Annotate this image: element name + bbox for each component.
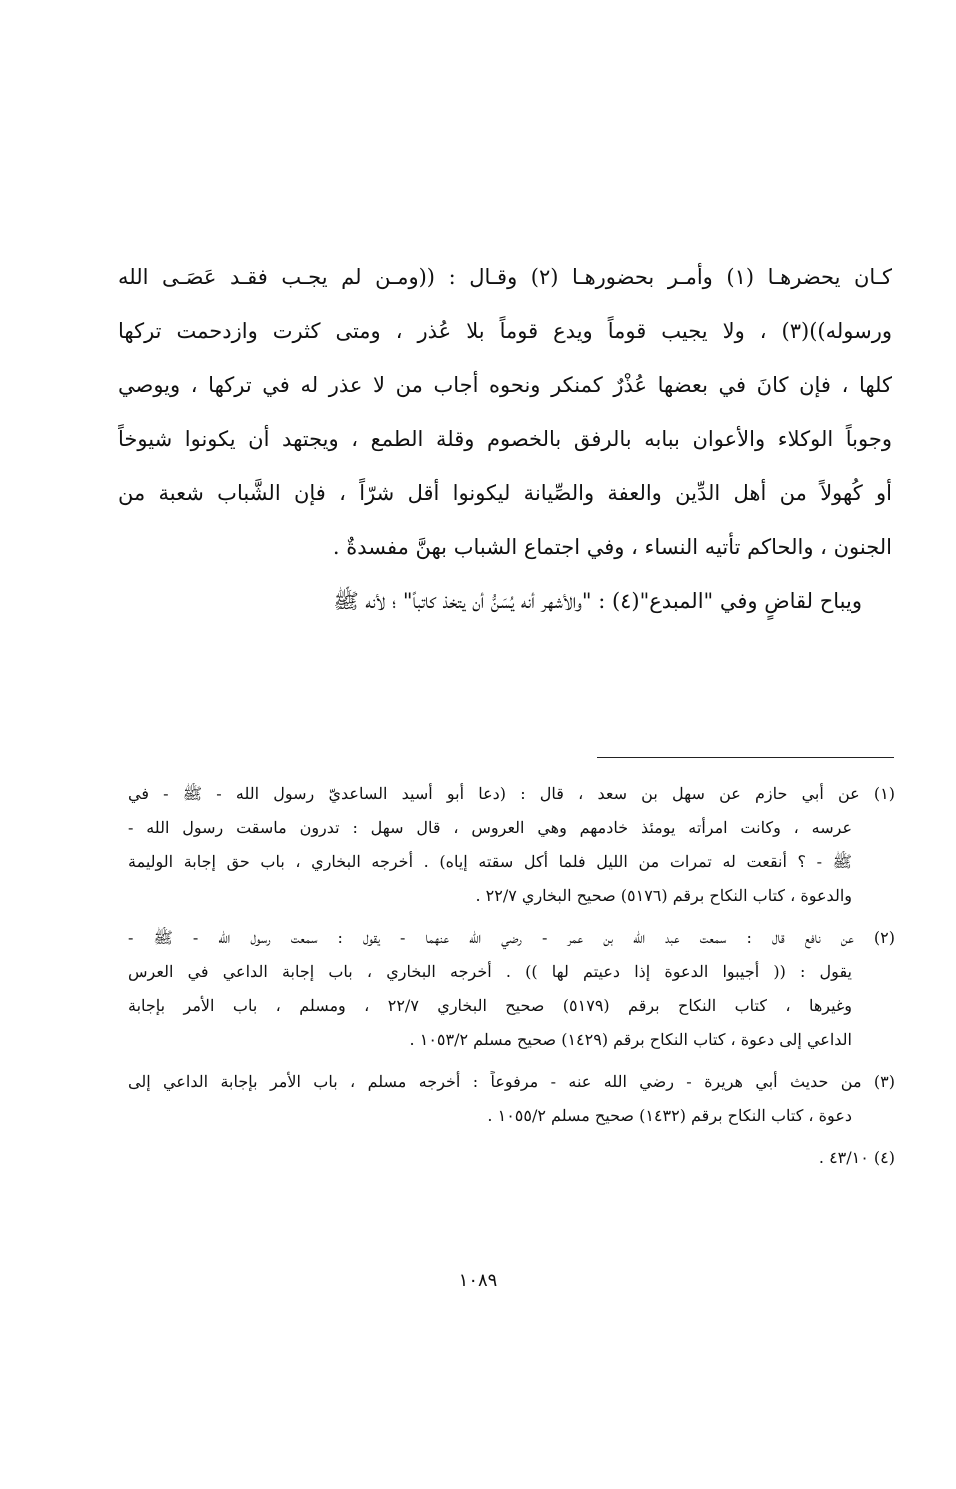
body-line: كلها ، فإن كانَ في بعضها عُذْرٌ كمنكر ونحوه أجاب من لا عذر له في تركها ، ويوصي <box>118 373 892 397</box>
body-line: وجوباً الوكلاء والأعوان ببابه بالرفق بالخصوم وقلة الطمع ، ويجتهد أن يكونوا شيوخاً <box>118 427 892 451</box>
footnote-separator <box>597 757 894 758</box>
footnote-line: يقول : (( أجيبوا الدعوة إذا دعيتم لها )) . أخرجه البخاري ، باب إجابة الداعي في العرس <box>128 962 852 981</box>
footnote-1 <box>128 783 895 919</box>
body-line: الجنون ، والحاكم تأتيه النساء ، وفي اجتماع الشباب بهنَّ مفسدةٌ . <box>332 535 892 559</box>
footnote-3 <box>128 1071 895 1139</box>
footnote-line: عرسه ، وكانت امرأته يومئذ خادمهم وهي العروس ، قال سهل : تدرون ماسقت رسول الله - <box>128 818 852 837</box>
page-number: ١٠٨٩ <box>458 1270 498 1291</box>
body-line: أو كُهولاً من أهل الدِّين والعفة والصِّيانة ليكونوا أقل شرّاً ، فإن الشَّباب شعبة من <box>118 481 892 505</box>
footnote-line: ﷺ - ؟ أنقعت له تمرات من الليل فلما أكل سقته إياه) . أخرجه البخاري ، باب حق إجابة الوليمة <box>128 852 853 871</box>
footnotes <box>128 783 895 1189</box>
body-line: ويباح لقاضٍ وفي "المبدع"(٤) : "والأشهر أنه يُسَنُّ أن يتخذ كاتباً" ؛ لأنه ﷺ <box>333 589 862 613</box>
footnote-line: والدعوة ، كتاب النكاح برقم (٥١٧٦) صحيح البخاري ٢٢/٧ . <box>475 886 852 905</box>
footnote-line: (٤) ٤٣/١٠ . <box>818 1148 895 1167</box>
body-line: كـان يحضرهـا (١) وأمـر بحضورهـا (٢) وقـال : ((ومـن لم يجـب فقـد عَصَـى الله <box>118 265 892 289</box>
footnote-line: (٣) من حديث أبي هريرة - رضي الله عنه - مرفوعاً : أخرجه مسلم ، باب الأمر بإجابة الداعي إلى <box>128 1072 895 1091</box>
body-line: ورسوله))(٣) ، ولا يجيب قوماً ويدع قوماً بلا عُذر ، ومتى كثرت وازدحمت تركها <box>118 319 892 343</box>
footnote-line: (١) عن أبي حازم عن سهل بن سعد ، قال : (دعا أبو أسيد الساعديّ رسول الله - ﷺ - في <box>128 784 895 803</box>
footnote-line: (٢) عن نافع قال : سمعت عبد الله بن عمر - رضي الله عنهما - يقول : سمعت رسول الله - ﷺ - <box>128 928 895 947</box>
footnote-4 <box>128 1147 895 1181</box>
footnote-line: وغيرها ، كتاب النكاح برقم (٥١٧٩) صحيح البخاري ٢٢/٧ ، ومسلم ، باب الأمر بإجابة <box>128 996 853 1015</box>
footnote-line: الداعي إلى دعوة ، كتاب النكاح برقم (١٤٢٩) صحيح مسلم ١٠٥٣/٢ . <box>409 1030 852 1049</box>
footnote-line: دعوة ، كتاب النكاح برقم (١٤٣٢) صحيح مسلم ١٠٥٥/٢ . <box>487 1106 852 1125</box>
main-body-text <box>118 262 892 640</box>
footnote-2 <box>128 927 895 1063</box>
